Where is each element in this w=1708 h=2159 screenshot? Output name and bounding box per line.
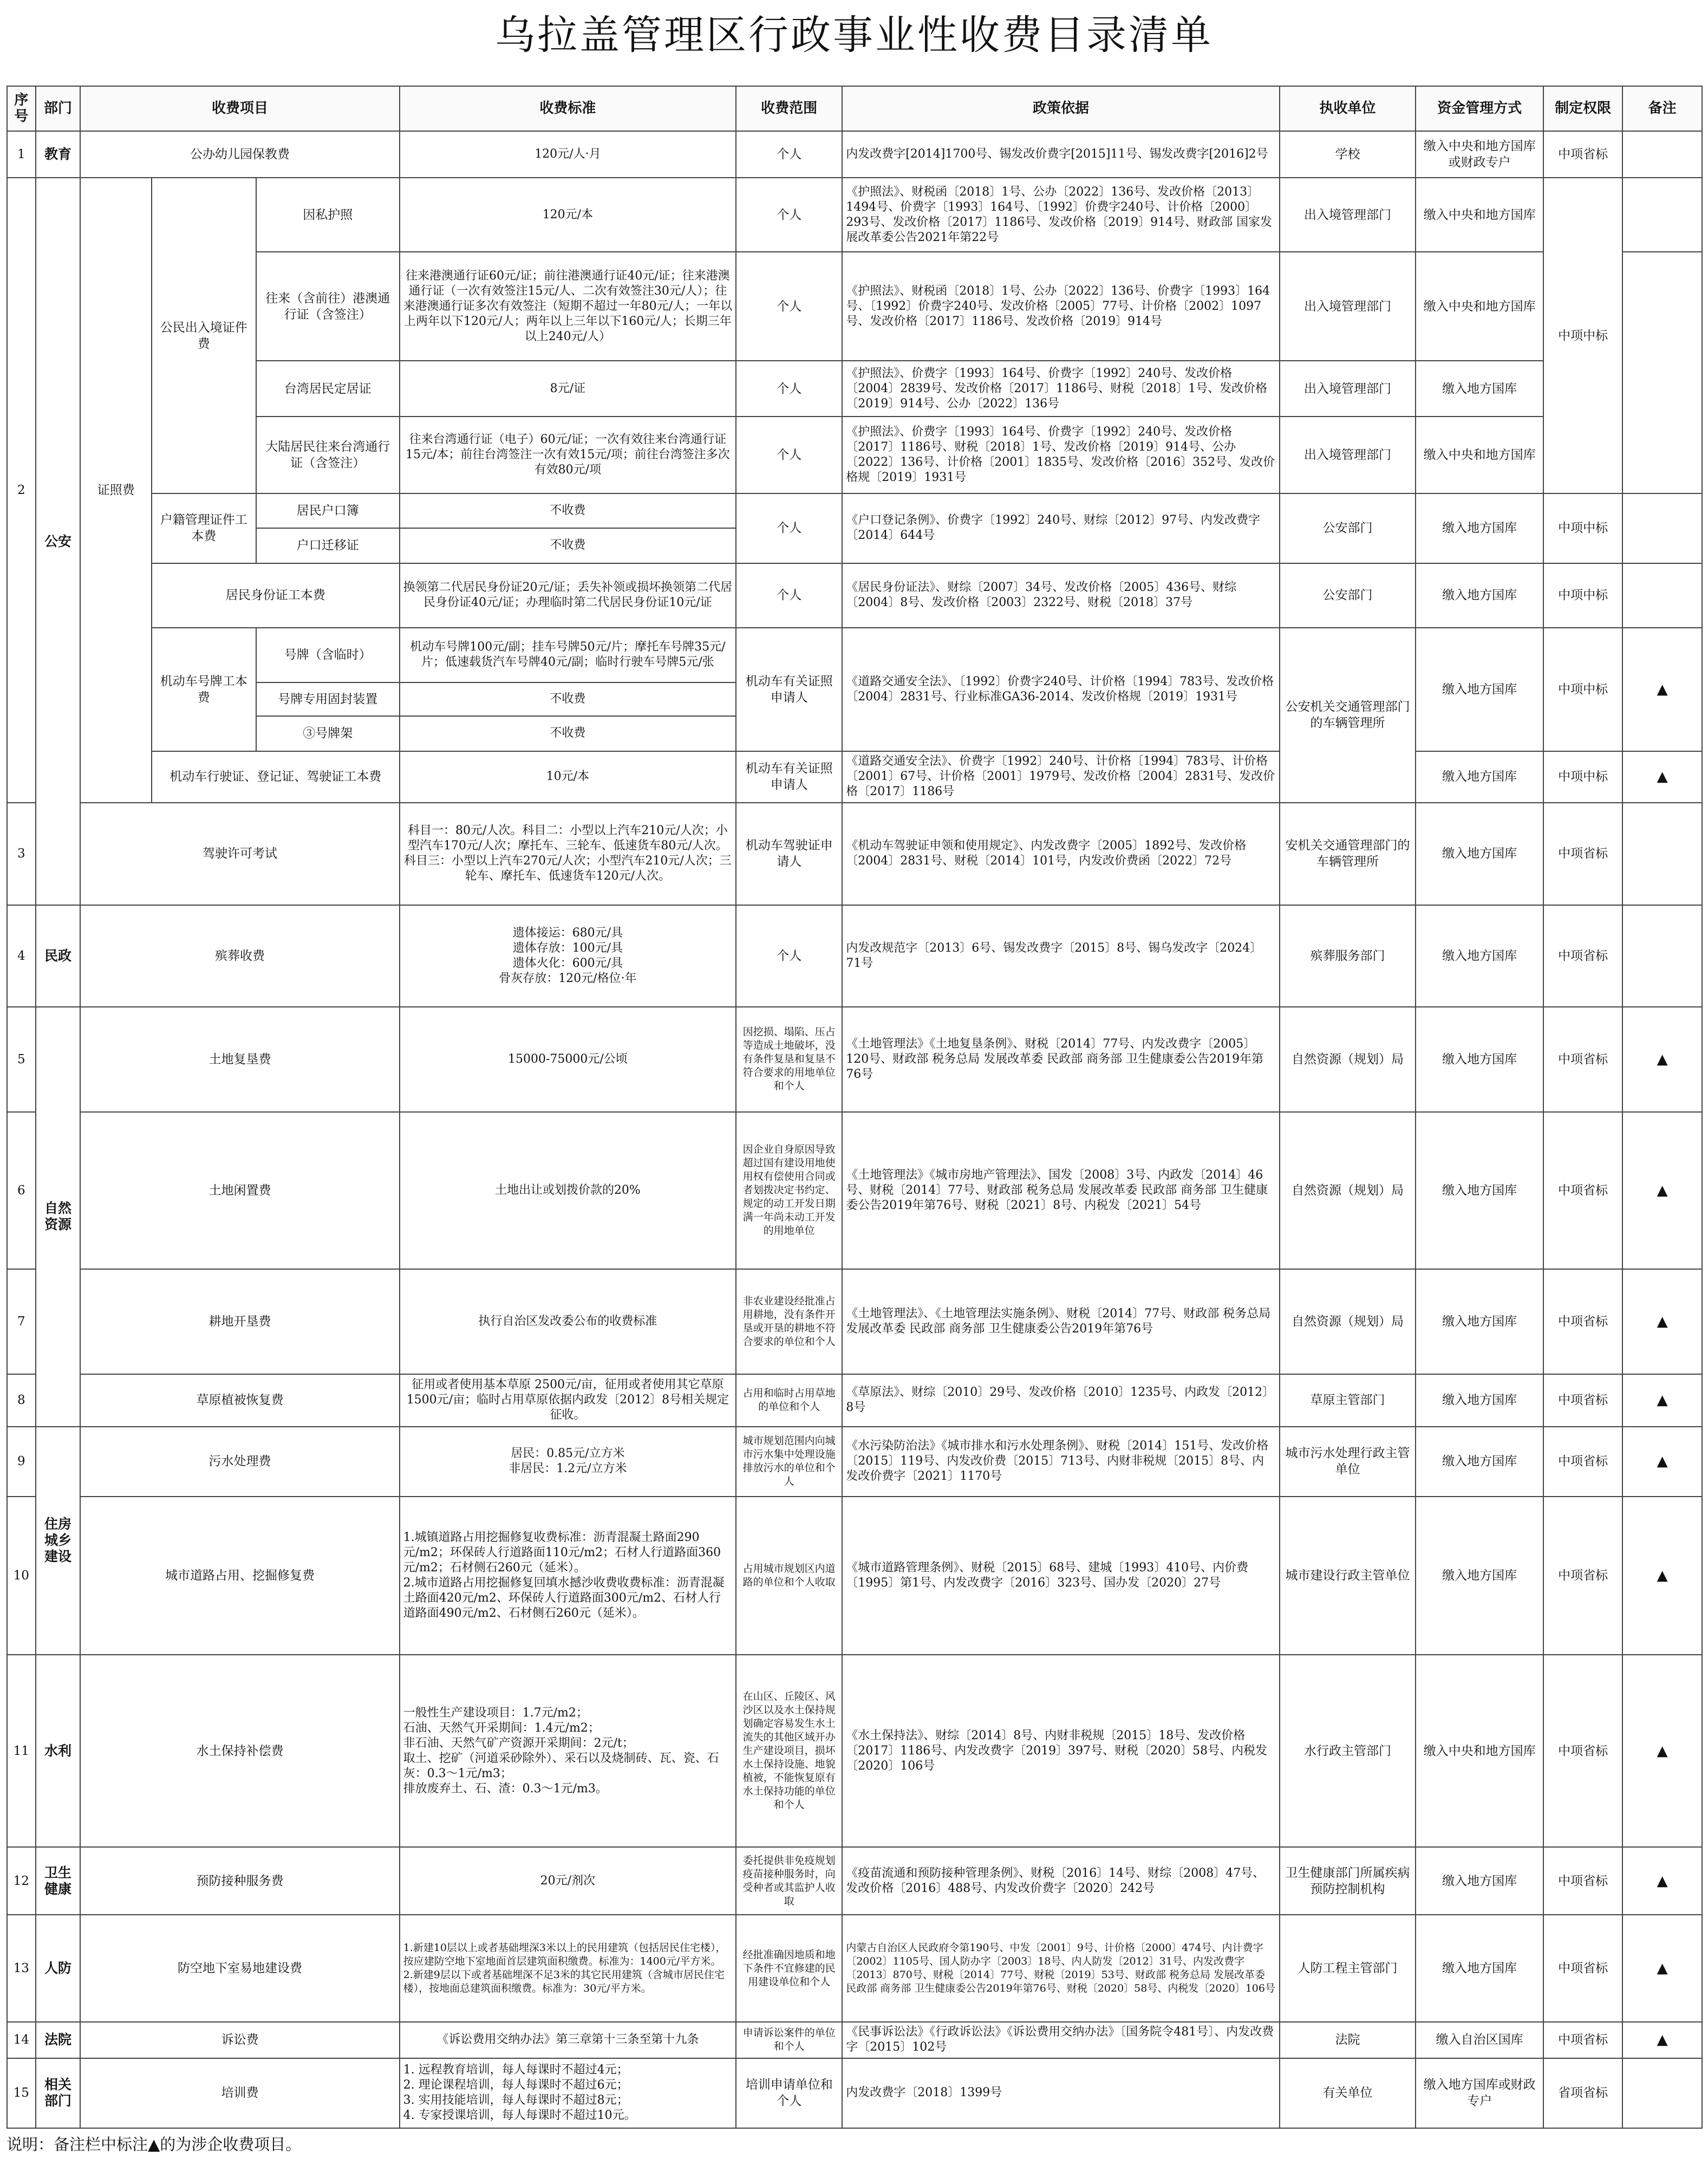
authority: 中项中标 bbox=[1543, 751, 1623, 803]
authority: 中项省标 bbox=[1543, 131, 1623, 178]
table-row bbox=[7, 1847, 1702, 1915]
remark-enterprise-mark: ▲ bbox=[1622, 1427, 1702, 1497]
table-row bbox=[7, 2022, 1702, 2058]
document-title: 乌拉盖管理区行政事业性收费目录清单 bbox=[495, 12, 1213, 58]
fee-item: 机动车行驶证、登记证、驾驶证工本费 bbox=[152, 751, 400, 803]
authority: 中项省标 bbox=[1543, 803, 1623, 906]
fee-standard: 科目一：80元/人次。科目二：小型以上汽车210元/人次；小型汽车170元/人次；摩托车、三轮车、低速货车80元/人次。科目三：小型以上汽车270元/人次；小型汽车210元/人次；三轮车、摩托车、低速货车120元/人次。 bbox=[400, 803, 736, 906]
row-no: 4 bbox=[7, 905, 36, 1007]
fee-standard: 遗体接运：680元/具 遗体存放：100元/具 遗体火化：600元/具 骨灰存放：120元/格位·年 bbox=[400, 905, 736, 1007]
fee-standard: 不收费 bbox=[400, 682, 736, 717]
table-row bbox=[7, 905, 1702, 1007]
collecting-unit: 殡葬服务部门 bbox=[1280, 905, 1416, 1007]
remark-enterprise-mark: ▲ bbox=[1622, 1847, 1702, 1915]
remark-enterprise-mark: ▲ bbox=[1622, 1374, 1702, 1427]
policy-basis: 《机动车驾驶证申领和使用规定》、内发改费字〔2005〕1892号、发改价格〔2004〕2831号、财税〔2014〕101号，内发改价费函〔2022〕72号 bbox=[842, 803, 1280, 906]
policy-basis: 《水土保持法》、财综〔2014〕8号、内财非税规〔2015〕18号、发改价格〔2017〕1186号、内发改费字〔2019〕397号、财税〔2020〕58号、内税发〔2020〕106号 bbox=[842, 1655, 1280, 1847]
policy-basis: 《水污染防治法》《城市排水和污水处理条例》、财税〔2014〕151号、发改价格〔2015〕119号、内发改价费〔2015〕713号、内财非税规〔2015〕8号、内发改价费字〔2021〕1170号 bbox=[842, 1427, 1280, 1497]
fee-standard: 居民：0.85元/立方米 非居民：1.2元/立方米 bbox=[400, 1427, 736, 1497]
authority: 省项省标 bbox=[1543, 2058, 1623, 2128]
row-dept: 卫生健康 bbox=[36, 1847, 81, 1915]
fee-table bbox=[6, 86, 1703, 2129]
table-row bbox=[7, 1427, 1702, 1497]
collecting-unit: 出入境管理部门 bbox=[1280, 361, 1416, 417]
fund-management: 缴入地方国库 bbox=[1416, 1915, 1543, 2022]
header-remark: 备注 bbox=[1622, 86, 1702, 131]
fee-item: 居民户口簿 bbox=[256, 493, 400, 529]
policy-basis: 《户口登记条例》、价费字〔1992〕240号、财综〔2012〕97号、内发改费字〔2014〕644号 bbox=[842, 493, 1280, 563]
fund-management: 缴入地方国库 bbox=[1416, 1007, 1543, 1112]
fund-management: 缴入地方国库 bbox=[1416, 361, 1543, 417]
fee-standard: 20元/剂次 bbox=[400, 1847, 736, 1915]
row-dept: 人防 bbox=[36, 1915, 81, 2022]
row-no: 8 bbox=[7, 1374, 36, 1427]
remark bbox=[1622, 803, 1702, 906]
row-dept: 教育 bbox=[36, 131, 81, 178]
fee-standard: 120元/本 bbox=[400, 178, 736, 251]
authority: 中项省标 bbox=[1543, 1427, 1623, 1497]
remark bbox=[1622, 252, 1702, 493]
table-row bbox=[7, 1112, 1702, 1270]
remark-enterprise-mark: ▲ bbox=[1622, 628, 1702, 751]
authority: 中项省标 bbox=[1543, 1374, 1623, 1427]
policy-basis: 《护照法》、财税函〔2018〕1号、公办〔2022〕136号、价费字〔1993〕164号、〔1992〕价费字240号、发改价格〔2005〕77号、计价格〔2002〕1097号、发改价格〔2017〕1186号、发改价格〔2019〕914号 bbox=[842, 252, 1280, 361]
collecting-unit: 出入境管理部门 bbox=[1280, 417, 1416, 493]
fee-standard: 往来港澳通行证60元/证；前往港澳通行证40元/证；往来港澳通行证（一次有效签注15元/人、二次有效签注30元/人）；往来港澳通行证多次有效签注（短期不超过一年80元/人；一年以上两年以下120元/人；两年以上三年以下160元/人；长期三年以上240元/人） bbox=[400, 252, 736, 361]
fee-scope: 委托提供非免疫规划疫苗接种服务时，向受种者或其监护人收取 bbox=[736, 1847, 842, 1915]
fee-item: 因私护照 bbox=[256, 178, 400, 251]
fund-management: 缴入地方国库 bbox=[1416, 1112, 1543, 1270]
collecting-unit: 安机关交通管理部门的车辆管理所 bbox=[1280, 803, 1416, 906]
table-row bbox=[7, 1007, 1702, 1112]
fund-management: 缴入地方国库 bbox=[1416, 1427, 1543, 1497]
fee-item: 耕地开垦费 bbox=[80, 1269, 399, 1374]
fund-management: 缴入地方国库 bbox=[1416, 1847, 1543, 1915]
fee-standard: 1. 远程教育培训，每人每课时不超过4元； 2. 理论课程培训，每人每课时不超过6元； 3. 实用技能培训，每人每课时不超过8元； 4. 专家授课培训，每人每课时不超过10元。 bbox=[400, 2058, 736, 2128]
collecting-unit: 公安部门 bbox=[1280, 493, 1416, 563]
authority: 中项省标 bbox=[1543, 1497, 1623, 1655]
authority: 中项中标 bbox=[1543, 628, 1623, 751]
remark-enterprise-mark: ▲ bbox=[1622, 1655, 1702, 1847]
fee-standard: 征用或者使用基本草原 2500元/亩，征用或者使用其它草原1500元/亩；临时占用草原依据内政发〔2012〕8号相关规定征收。 bbox=[400, 1374, 736, 1427]
fee-scope: 培训申请单位和个人 bbox=[736, 2058, 842, 2128]
fee-scope: 个人 bbox=[736, 563, 842, 628]
collecting-unit: 卫生健康部门所属疾病预防控制机构 bbox=[1280, 1847, 1416, 1915]
row-no: 12 bbox=[7, 1847, 36, 1915]
authority: 中项省标 bbox=[1543, 1269, 1623, 1374]
fee-subcategory: 公民出入境证件费 bbox=[152, 178, 256, 493]
header-dept: 部门 bbox=[36, 86, 81, 131]
fee-standard: 10元/本 bbox=[400, 751, 736, 803]
fee-item: 诉讼费 bbox=[80, 2022, 399, 2058]
collecting-unit: 水行政主管部门 bbox=[1280, 1655, 1416, 1847]
table-row bbox=[7, 1269, 1702, 1374]
row-no: 13 bbox=[7, 1915, 36, 2022]
fee-item: 户口迁移证 bbox=[256, 528, 400, 563]
remark bbox=[1622, 563, 1702, 628]
collecting-unit: 公安机关交通管理部门的车辆管理所 bbox=[1280, 628, 1416, 803]
fee-item: 殡葬收费 bbox=[80, 905, 399, 1007]
collecting-unit: 自然资源（规划）局 bbox=[1280, 1112, 1416, 1270]
policy-basis: 《草原法》、财综〔2010〕29号、发改价格〔2010〕1235号、内政发〔2012〕8号 bbox=[842, 1374, 1280, 1427]
table-row bbox=[7, 2058, 1702, 2128]
row-no: 15 bbox=[7, 2058, 36, 2128]
table-row bbox=[7, 1374, 1702, 1427]
policy-basis: 内发改费字〔2018〕1399号 bbox=[842, 2058, 1280, 2128]
authority: 中项省标 bbox=[1543, 1915, 1623, 2022]
policy-basis: 《民事诉讼法》《行政诉讼法》《诉讼费用交纳办法》〔国务院令481号〕、内发改费字〔2015〕102号 bbox=[842, 2022, 1280, 2058]
fee-item: 号牌（含临时） bbox=[256, 628, 400, 682]
table-row bbox=[7, 803, 1702, 906]
fee-standard: 土地出让或划拨价款的20% bbox=[400, 1112, 736, 1270]
fund-management: 缴入地方国库 bbox=[1416, 803, 1543, 906]
row-no: 10 bbox=[7, 1497, 36, 1655]
remark-enterprise-mark: ▲ bbox=[1622, 1269, 1702, 1374]
policy-basis: 《道路交通安全法》、价费字〔1992〕240号、计价格〔1994〕783号、计价格〔2001〕67号、计价格〔2001〕1979号、发改价格〔2004〕2831号、发改价格〔2017〕1186号 bbox=[842, 751, 1280, 803]
table-row bbox=[7, 252, 1702, 361]
fund-management: 缴入自治区国库 bbox=[1416, 2022, 1543, 2058]
fee-scope: 个人 bbox=[736, 131, 842, 178]
header-unit: 执收单位 bbox=[1280, 86, 1416, 131]
row-no: 9 bbox=[7, 1427, 36, 1497]
fee-standard: 8元/证 bbox=[400, 361, 736, 417]
fund-management: 缴入地方国库 bbox=[1416, 628, 1543, 751]
fund-management: 缴入地方国库 bbox=[1416, 1269, 1543, 1374]
authority: 中项省标 bbox=[1543, 1847, 1623, 1915]
fee-item: 号牌专用固封装置 bbox=[256, 682, 400, 717]
policy-basis: 《护照法》、价费字〔1993〕164号、价费字〔1992〕240号、发改价格〔2004〕2839号、发改价格〔2017〕1186号、财税〔2018〕1号、发改价格〔2019〕914号、公办〔2022〕136号 bbox=[842, 361, 1280, 417]
table-row bbox=[7, 563, 1702, 628]
fund-management: 缴入地方国库 bbox=[1416, 493, 1543, 563]
policy-basis: 《疫苗流通和预防接种管理条例》、财税〔2016〕14号、财综〔2008〕47号、发改价格〔2016〕488号、内发改价费字〔2020〕242号 bbox=[842, 1847, 1280, 1915]
collecting-unit: 学校 bbox=[1280, 131, 1416, 178]
policy-basis: 内发改规范字〔2013〕6号、锡发改费字〔2015〕8号、锡乌发改字〔2024〕71号 bbox=[842, 905, 1280, 1007]
policy-basis: 《城市道路管理条例》、财税〔2015〕68号、建城〔1993〕410号、内价费〔1995〕第1号、内发改费字〔2016〕323号、国办发〔2020〕27号 bbox=[842, 1497, 1280, 1655]
collecting-unit: 公安部门 bbox=[1280, 563, 1416, 628]
remark bbox=[1622, 178, 1702, 251]
remark bbox=[1622, 2058, 1702, 2128]
authority: 中项中标 bbox=[1543, 178, 1623, 493]
fund-management: 缴入地方国库 bbox=[1416, 1374, 1543, 1427]
collecting-unit: 城市建设行政主管单位 bbox=[1280, 1497, 1416, 1655]
row-dept: 法院 bbox=[36, 2022, 81, 2058]
policy-basis: 内蒙古自治区人民政府令第190号、中发〔2001〕9号、计价格〔2000〕474号、内计费字〔2002〕1105号、国人防办字〔2003〕18号、内人防发〔2012〕31号、内发改费字〔2013〕870号、财税〔2014〕77号、财税〔2019〕53号、财政部 税务总局 发展改革委 民政部 商务部 卫生健康委公告2019年第76号、财税〔2020〕58号、内税发〔2020〕106号 bbox=[842, 1915, 1280, 2022]
fee-item: 驾驶许可考试 bbox=[80, 803, 399, 906]
fee-scope: 在山区、丘陵区、风沙区以及水土保持规划确定容易发生水土流失的其他区域开办生产建设项目，损坏水土保持设施、地貌植被，不能恢复原有水土保持功能的单位和个人 bbox=[736, 1655, 842, 1847]
collecting-unit: 人防工程主管部门 bbox=[1280, 1915, 1416, 2022]
fee-item: 土地复垦费 bbox=[80, 1007, 399, 1112]
fund-management: 缴入中央和地方国库 bbox=[1416, 1655, 1543, 1847]
fee-scope: 占用城市规划区内道路的单位和个人收取 bbox=[736, 1497, 842, 1655]
fund-management: 缴入地方国库 bbox=[1416, 1497, 1543, 1655]
policy-basis: 《护照法》、财税函〔2018〕1号、公办〔2022〕136号、发改价格〔2013〕1494号、价费字〔1993〕164号、〔1992〕价费字240号、计价格〔2000〕293号、发改价格〔2017〕1186号、发改价格〔2019〕914号、财政部 国家发展改革委公告2021年第22号 bbox=[842, 178, 1280, 251]
row-dept: 民政 bbox=[36, 905, 81, 1007]
remark-enterprise-mark: ▲ bbox=[1622, 2022, 1702, 2058]
table-row bbox=[7, 1655, 1702, 1847]
header-basis: 政策依据 bbox=[842, 86, 1280, 131]
remark-enterprise-mark: ▲ bbox=[1622, 751, 1702, 803]
fee-item: 台湾居民定居证 bbox=[256, 361, 400, 417]
policy-basis: 《居民身份证法》、财综〔2007〕34号、发改价格〔2005〕436号、财综〔2004〕8号、发改价格〔2003〕2322号、财税〔2018〕37号 bbox=[842, 563, 1280, 628]
fund-management: 缴入中央和地方国库 或财政专户 bbox=[1416, 131, 1543, 178]
policy-basis: 《土地管理法》《土地复垦条例》、财税〔2014〕77号、内发改费字〔2005〕120号、财政部 税务总局 发展改革委 民政部 商务部 卫生健康委公告2019年第76号 bbox=[842, 1007, 1280, 1112]
policy-basis: 内发改费字[2014]1700号、锡发改价费字[2015]11号、锡发改费字[2016]2号 bbox=[842, 131, 1280, 178]
row-dept: 水利 bbox=[36, 1655, 81, 1847]
fee-scope: 占用和临时占用草地的单位和个人 bbox=[736, 1374, 842, 1427]
remark bbox=[1622, 131, 1702, 178]
fee-scope: 非农业建设经批准占用耕地，没有条件开垦或开垦的耕地不符合要求的单位和个人 bbox=[736, 1269, 842, 1374]
header-no: 序号 bbox=[7, 86, 36, 131]
fee-scope: 机动车驾驶证申请人 bbox=[736, 803, 842, 906]
collecting-unit: 城市污水处理行政主管单位 bbox=[1280, 1427, 1416, 1497]
fee-standard: 往来台湾通行证（电子）60元/证；一次有效往来台湾通行证15元/本；前往台湾签注一次有效15元/项；前往台湾签注多次有效80元/项 bbox=[400, 417, 736, 493]
table-row bbox=[7, 493, 1702, 529]
policy-basis: 《土地管理法》、《土地管理法实施条例》、财税〔2014〕77号、财政部 税务总局 发展改革委 民政部 商务部 卫生健康委公告2019年第76号 bbox=[842, 1269, 1280, 1374]
fee-scope: 因挖损、塌陷、压占等造成土地破坏，没有条件复垦和复垦不符合要求的用地单位和个人 bbox=[736, 1007, 842, 1112]
authority: 中项省标 bbox=[1543, 2022, 1623, 2058]
fund-management: 缴入中央和地方国库 bbox=[1416, 178, 1543, 251]
fee-scope: 个人 bbox=[736, 361, 842, 417]
fee-scope: 个人 bbox=[736, 417, 842, 493]
fee-scope: 经批准确因地质和地下条件不宜修建的民用建设单位和个人 bbox=[736, 1915, 842, 2022]
table-row bbox=[7, 1497, 1702, 1655]
fee-item: 水土保持补偿费 bbox=[80, 1655, 399, 1847]
row-no: 14 bbox=[7, 2022, 36, 2058]
fee-item: 大陆居民往来台湾通行证（含签注） bbox=[256, 417, 400, 493]
fee-item: 往来（含前往）港澳通行证（含签注） bbox=[256, 252, 400, 361]
row-no: 2 bbox=[7, 178, 36, 802]
authority: 中项中标 bbox=[1543, 563, 1623, 628]
table-row bbox=[7, 628, 1702, 682]
fee-item: ③号牌架 bbox=[256, 716, 400, 751]
collecting-unit: 草原主管部门 bbox=[1280, 1374, 1416, 1427]
authority: 中项中标 bbox=[1543, 493, 1623, 563]
fee-item: 污水处理费 bbox=[80, 1427, 399, 1497]
remark bbox=[1622, 493, 1702, 563]
fund-management: 缴入地方国库 bbox=[1416, 905, 1543, 1007]
fund-management: 缴入中央和地方国库 bbox=[1416, 252, 1543, 361]
fee-item: 居民身份证工本费 bbox=[152, 563, 400, 628]
row-dept: 相关部门 bbox=[36, 2058, 81, 2128]
footnote: 说明：备注栏中标注▲的为涉企收费项目。 bbox=[6, 2135, 302, 2154]
header-standard: 收费标准 bbox=[400, 86, 736, 131]
collecting-unit: 自然资源（规划）局 bbox=[1280, 1269, 1416, 1374]
fund-management: 缴入地方国库或财政专户 bbox=[1416, 2058, 1543, 2128]
authority: 中项省标 bbox=[1543, 1007, 1623, 1112]
fee-standard: 机动车号牌100元/副；挂车号牌50元/片；摩托车号牌35元/片；低速载货汽车号牌40元/副；临时行驶车号牌5元/张 bbox=[400, 628, 736, 682]
row-no: 11 bbox=[7, 1655, 36, 1847]
fee-standard: 不收费 bbox=[400, 493, 736, 529]
fee-scope: 个人 bbox=[736, 252, 842, 361]
row-dept: 自然资源 bbox=[36, 1007, 81, 1427]
collecting-unit: 有关单位 bbox=[1280, 2058, 1416, 2128]
table-row bbox=[7, 417, 1702, 493]
remark-enterprise-mark: ▲ bbox=[1622, 1007, 1702, 1112]
row-no: 7 bbox=[7, 1269, 36, 1374]
fee-subcategory: 户籍管理证件工本费 bbox=[152, 493, 256, 563]
fee-scope: 申请诉讼案件的单位和个人 bbox=[736, 2022, 842, 2058]
remark-enterprise-mark: ▲ bbox=[1622, 1915, 1702, 2022]
fee-item: 草原植被恢复费 bbox=[80, 1374, 399, 1427]
fee-scope: 个人 bbox=[736, 178, 842, 251]
remark bbox=[1622, 905, 1702, 1007]
fee-scope: 城市规划范围内向城市污水集中处理设施排放污水的单位和个人 bbox=[736, 1427, 842, 1497]
authority: 中项省标 bbox=[1543, 905, 1623, 1007]
authority: 中项省标 bbox=[1543, 1655, 1623, 1847]
header-row bbox=[7, 86, 1702, 131]
collecting-unit: 自然资源（规划）局 bbox=[1280, 1007, 1416, 1112]
fee-item: 城市道路占用、挖掘修复费 bbox=[80, 1497, 399, 1655]
remark-enterprise-mark: ▲ bbox=[1622, 1497, 1702, 1655]
authority: 中项省标 bbox=[1543, 1112, 1623, 1270]
fee-standard: 换领第二代居民身份证20元/证；丢失补领或损坏换领第二代居民身份证40元/证；办理临时第二代居民身份证10元/证 bbox=[400, 563, 736, 628]
fee-standard: 不收费 bbox=[400, 716, 736, 751]
header-scope: 收费范围 bbox=[736, 86, 842, 131]
row-no: 1 bbox=[7, 131, 36, 178]
fund-management: 缴入地方国库 bbox=[1416, 563, 1543, 628]
fee-item: 培训费 bbox=[80, 2058, 399, 2128]
fee-standard: 1.新建10层以上或者基础埋深3米以上的民用建筑（包括居民住宅楼），按应建防空地下室地面首层建筑面积缴费。标准为：1400元/平方米。 2.新建9层以下或者基础埋深不足3米的其它民用建筑（含城市居民住宅楼），按地面总建筑面积缴费。标准为：30元/平方米。 bbox=[400, 1915, 736, 2022]
fee-item: 土地闲置费 bbox=[80, 1112, 399, 1270]
header-fund: 资金管理方式 bbox=[1416, 86, 1543, 131]
fee-scope: 个人 bbox=[736, 905, 842, 1007]
fee-scope: 因企业自身原因导致超过国有建设用地使用权有偿使用合同或者划拨决定书约定、规定的动工开发日期满一年尚未动工开发的用地单位 bbox=[736, 1112, 842, 1270]
fee-standard: 不收费 bbox=[400, 528, 736, 563]
fee-subcategory: 机动车号牌工本费 bbox=[152, 628, 256, 751]
collecting-unit: 出入境管理部门 bbox=[1280, 178, 1416, 251]
collecting-unit: 法院 bbox=[1280, 2022, 1416, 2058]
fee-item: 防空地下室易地建设费 bbox=[80, 1915, 399, 2022]
policy-basis: 《道路交通安全法》、〔1992〕价费字240号、计价格〔1994〕783号、发改价格〔2004〕2831号、行业标准GA36-2014、发改价格规〔2019〕1931号 bbox=[842, 628, 1280, 751]
row-no: 3 bbox=[7, 803, 36, 906]
row-dept: 住房城乡建设 bbox=[36, 1427, 81, 1655]
fee-standard: 执行自治区发改委公布的收费标准 bbox=[400, 1269, 736, 1374]
fee-scope: 个人 bbox=[736, 493, 842, 563]
table-row bbox=[7, 131, 1702, 178]
table-row bbox=[7, 361, 1702, 417]
remark-enterprise-mark: ▲ bbox=[1622, 1112, 1702, 1270]
fee-item: 预防接种服务费 bbox=[80, 1847, 399, 1915]
fee-standard: 1.城镇道路占用挖掘修复收费标准：沥青混凝土路面290元/m2；环保砖人行道路面110元/m2；石材人行道路面360元/m2；石材侧石260元（延米）。 2.城市道路占用挖掘修复回填水撼沙收费收费标准：沥青混凝土路面420元/m2、环保砖人行道路面300元/m2、石材人行道路面490元/m2、石材侧石260元（延米）。 bbox=[400, 1497, 736, 1655]
fee-scope: 机动车有关证照申请人 bbox=[736, 628, 842, 751]
row-no: 5 bbox=[7, 1007, 36, 1112]
header-item: 收费项目 bbox=[80, 86, 399, 131]
row-dept: 公安 bbox=[36, 178, 81, 905]
fee-item: 公办幼儿园保教费 bbox=[80, 131, 399, 178]
fee-standard: 15000-75000元/公顷 bbox=[400, 1007, 736, 1112]
fee-standard: 《诉讼费用交纳办法》第三章第十三条至第十九条 bbox=[400, 2022, 736, 2058]
fee-standard: 一般性生产建设项目：1.7元/m2； 石油、天然气开采期间：1.4元/m2； 非石油、天然气矿产资源开采期间：2元/t； 取土、挖矿（河道采砂除外）、采石以及烧制砖、瓦、瓷、石灰：0.3～1元/m3； 排放废弃土、石、渣：0.3～1元/m3。 bbox=[400, 1655, 736, 1847]
policy-basis: 《土地管理法》《城市房地产管理法》、国发〔2008〕3号、内政发〔2014〕46号、财税〔2014〕77号、财政部 税务总局 发展改革委 民政部 商务部 卫生健康委公告2019年第76号、财税〔2021〕8号、内税发〔2021〕54号 bbox=[842, 1112, 1280, 1270]
fee-category: 证照费 bbox=[80, 178, 151, 802]
policy-basis: 《护照法》、价费字〔1993〕164号、价费字〔1992〕240号、发改价格〔2017〕1186号、财税〔2018〕1号、发改价格〔2019〕914号、公办〔2022〕136号、计价格〔2001〕1835号、发改价格〔2016〕352号、发改价格规〔2019〕1931号 bbox=[842, 417, 1280, 493]
table-row bbox=[7, 751, 1702, 803]
fee-scope: 机动车有关证照申请人 bbox=[736, 751, 842, 803]
table-row bbox=[7, 1915, 1702, 2022]
fee-standard: 120元/人·月 bbox=[400, 131, 736, 178]
table-row bbox=[7, 178, 1702, 251]
row-no: 6 bbox=[7, 1112, 36, 1270]
collecting-unit: 出入境管理部门 bbox=[1280, 252, 1416, 361]
header-authority: 制定权限 bbox=[1543, 86, 1623, 131]
fund-management: 缴入地方国库 bbox=[1416, 751, 1543, 803]
fund-management: 缴入中央和地方国库 bbox=[1416, 417, 1543, 493]
